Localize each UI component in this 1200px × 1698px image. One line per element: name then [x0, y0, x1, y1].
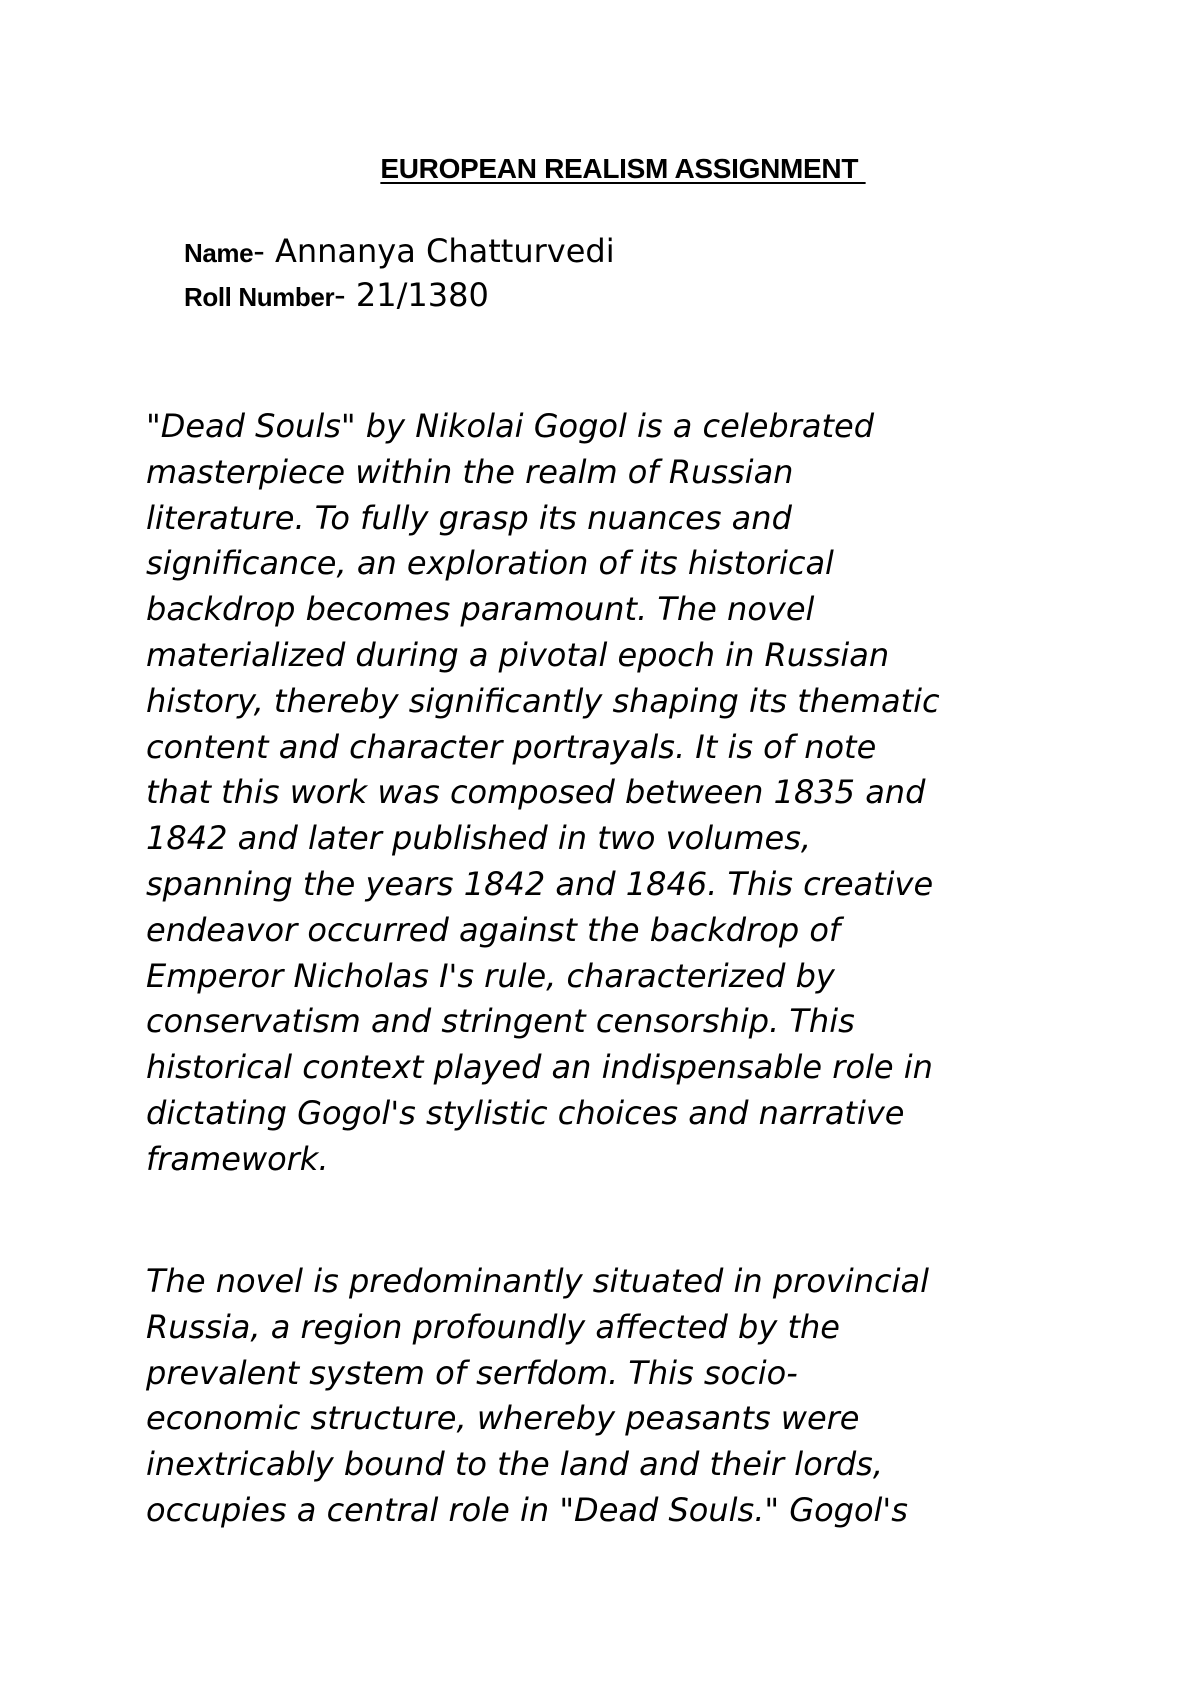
- student-name-row: [184, 232, 615, 270]
- roll-number-value: - 21/1380: [334, 276, 489, 314]
- name-label: Name: [184, 238, 254, 268]
- name-value: - Annanya Chatturvedi: [253, 232, 615, 270]
- body-paragraph-1: "Dead Souls" by Nikolai Gogol is a celebrated masterpiece within the realm of Russian literature. To fully grasp its nuances and significance, an exploration of its historical backdrop becomes paramount. The novel materialized during a pivotal epoch in Russian history, thereby significantly shaping its thematic content and character portrayals. It is of note that this work was composed between 1835 and 1842 and later published in two volumes, spanning the years 1842 and 1846. This creative endeavor occurred against the backdrop of Emperor Nicholas I's rule, characterized by conservatism and stringent censorship. This historical context played an indispensable role in dictating Gogol's stylistic choices and narrative framework.: [146, 407, 940, 1178]
- body-paragraph-2: The novel is predominantly situated in provincial Russia, a region profoundly affected by the prevalent system of serfdom. This socio- economic structure, whereby peasants were inextricably bound to the land and their lords, occupies a central role in "Dead Souls." Gogol's: [146, 1262, 929, 1529]
- roll-number-row: [184, 276, 489, 314]
- document-title: EUROPEAN REALISM ASSIGNMENT: [380, 153, 866, 184]
- roll-number-label: Roll Number: [184, 282, 335, 312]
